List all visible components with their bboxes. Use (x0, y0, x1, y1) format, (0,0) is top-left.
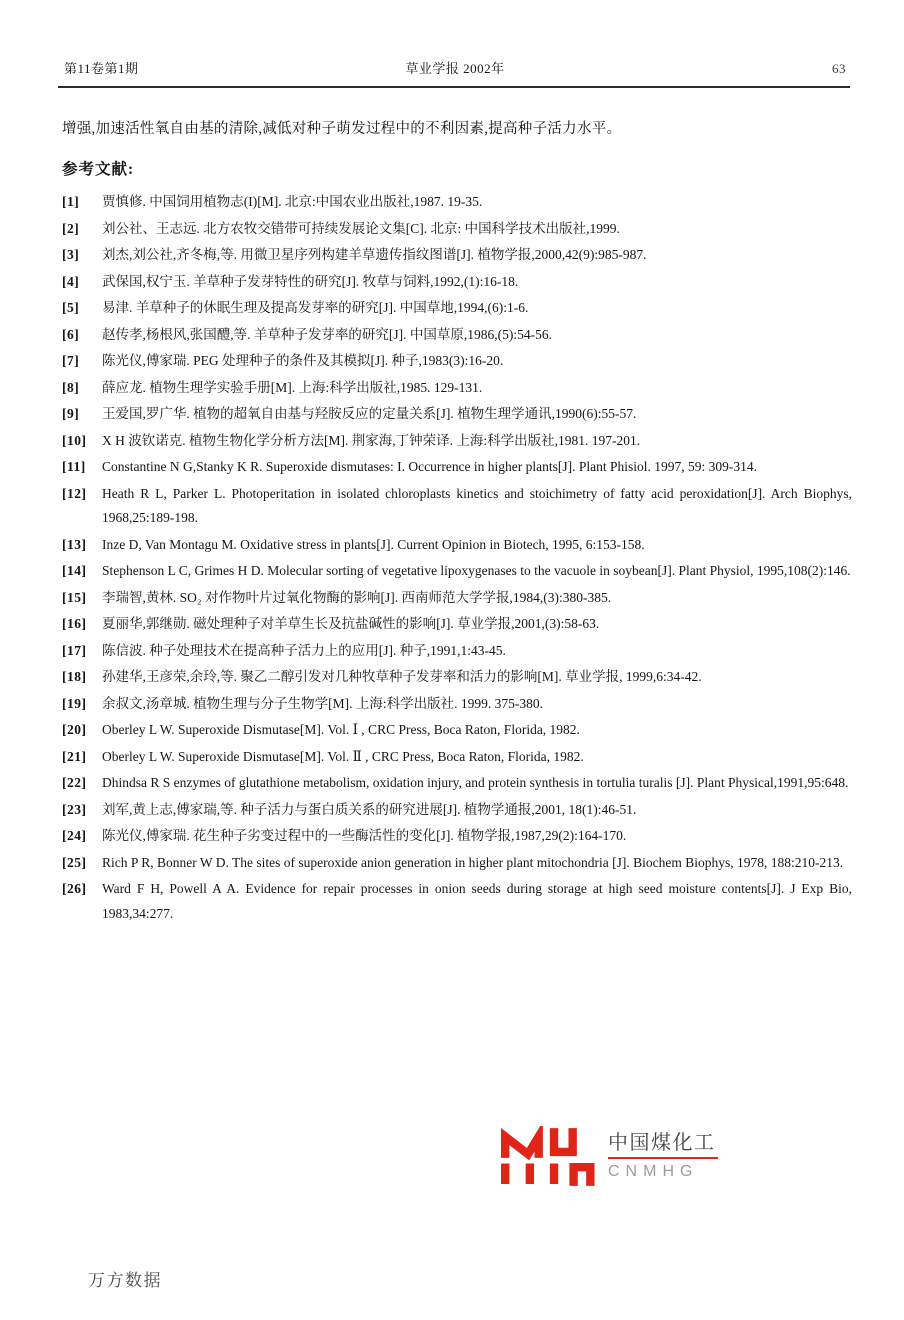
reference-number: [16] (62, 616, 87, 631)
reference-number: [19] (62, 695, 87, 711)
reference-text: 刘军,黄上志,傅家瑞,等. 种子活力与蛋白质关系的研究进展[J]. 植物学通报,2001, 18(1):46-51. (102, 801, 637, 817)
reference-text: Heath R L, Parker L. Photoperitation in isolated chloroplasts kinetics and stoichimetry of fatty acid peroxidation[J]. Arch Biophys, 1968,25:189-198. (102, 485, 852, 525)
reference-text: 刘公社、王志远. 北方农牧交错带可持续发展论文集[C]. 北京: 中国科学技术出版社,1999. (102, 220, 620, 236)
reference-item (62, 771, 852, 796)
reference-text: 赵传孝,杨根风,张国醴,等. 羊草种子发芽率的研究[J]. 中国草原,1986,(5):54-56. (102, 326, 552, 342)
reference-item (62, 243, 852, 268)
coal-chem-abbr: CNMHG (608, 1163, 699, 1180)
reference-item (62, 824, 852, 849)
reference-number: [26] (62, 881, 87, 896)
reference-text: Rich P R, Bonner W D. The sites of superoxide anion generation in higher plant mitochondria [J]. Biochem Biophys, 1978, 188:210-213. (102, 854, 844, 870)
coal-chem-rule (608, 1157, 718, 1159)
reference-item (62, 745, 852, 770)
reference-number: [17] (62, 642, 87, 658)
reference-number: [4] (62, 273, 80, 289)
reference-number: [5] (62, 300, 80, 315)
reference-number: [10] (62, 432, 87, 448)
reference-text: Oberley L W. Superoxide Dismutase[M]. Vol. Ⅱ , CRC Press, Boca Raton, Florida, 1982. (102, 748, 584, 764)
reference-item (62, 798, 852, 823)
reference-text: 刘杰,刘公社,齐冬梅,等. 用微卫星序列构建羊草遗传指纹图谱[J]. 植物学报,2000,42(9):985-987. (102, 247, 647, 262)
reference-number: [3] (62, 247, 80, 262)
reference-item (62, 455, 852, 480)
reference-item (62, 482, 852, 531)
reference-number: [18] (62, 669, 87, 684)
reference-item (62, 586, 852, 611)
reference-item (62, 376, 852, 401)
volume-issue: 第11卷第1期 (64, 61, 139, 76)
reference-number: [6] (62, 326, 80, 342)
coal-chem-logo-text (608, 1126, 720, 1181)
reference-item (62, 692, 852, 717)
reference-number: [9] (62, 406, 80, 421)
references-heading: 参考文献: (62, 161, 135, 178)
reference-text: 贾慎修. 中国饲用植物志(I)[M]. 北京:中国农业出版社,1987. 19-35. (102, 194, 483, 209)
reference-number: [14] (62, 563, 87, 578)
running-head (64, 58, 846, 77)
reference-text: Oberley L W. Superoxide Dismutase[M]. Vol. Ⅰ , CRC Press, Boca Raton, Florida, 1982. (102, 722, 580, 737)
reference-number: [24] (62, 828, 87, 843)
reference-text: Dhindsa R S enzymes of glutathione metabolism, oxidation injury, and protein synthesis in tortulia turalis [J]. Plant Physical,1991,95:648. (102, 775, 849, 790)
reference-text: 陈光仪,傅家瑞. PEG 处理种子的条件及其模拟[J]. 种子,1983(3):16-20. (102, 353, 504, 368)
reference-text: 陈光仪,傅家瑞. 花生种子劣变过程中的一些酶活性的变化[J]. 植物学报,1987,29(2):164-170. (102, 828, 627, 843)
reference-text: 孙建华,王彦荣,余玲,等. 聚乙二醇引发对几种牧草种子发芽率和活力的影响[M]. 草业学报, 1999,6:34-42. (102, 669, 702, 684)
reference-text: Ward F H, Powell A A. Evidence for repair processes in onion seeds during storage at high seed moisture contents[J]. J Exp Bio, 1983,34:277. (102, 881, 852, 921)
wanfang-watermark: 万方数据 (88, 1271, 162, 1290)
reference-text: 薛应龙. 植物生理学实验手册[M]. 上海:科学出版社,1985. 129-131. (102, 379, 483, 395)
reference-number: [2] (62, 220, 80, 236)
reference-item (62, 718, 852, 743)
header-rule (58, 86, 850, 88)
reference-number: [20] (62, 722, 87, 737)
coal-chem-logo-icon (501, 1126, 595, 1188)
reference-item (62, 270, 852, 295)
reference-text: 夏丽华,郭继勋. 磁处理种子对羊草生长及抗盐碱性的影响[J]. 草业学报,2001,(3):58-63. (102, 616, 600, 631)
reference-number: [21] (62, 748, 87, 764)
coal-chem-logo (501, 1126, 720, 1188)
reference-number: [8] (62, 379, 80, 395)
reference-number: [7] (62, 353, 80, 368)
references-list (62, 190, 852, 928)
reference-item (62, 429, 852, 454)
closing-paragraph: 增强,加速活性氧自由基的清除,减低对种子萌发过程中的不利因素,提高种子活力水平。 (62, 120, 622, 137)
reference-item (62, 402, 852, 427)
reference-text: 王爱国,罗广华. 植物的超氧自由基与羟胺反应的定量关系[J]. 植物生理学通讯,1990(6):55-57. (102, 406, 637, 421)
reference-text: Constantine N G,Stanky K R. Superoxide dismutases: I. Occurrence in higher plants[J]. Plant Phisiol. 1997, 59: 309-314. (102, 459, 758, 474)
reference-item (62, 559, 852, 584)
reference-number: [22] (62, 775, 87, 790)
reference-text: 易津. 羊草种子的休眠生理及提高发芽率的研究[J]. 中国草地,1994,(6):1-6. (102, 300, 529, 315)
reference-text: Inze D, Van Montagu M. Oxidative stress in plants[J]. Current Opinion in Biotech, 1995, 6:153-158. (102, 536, 645, 552)
reference-number: [11] (62, 459, 86, 474)
reference-text: 陈信波. 种子处理技术在提高种子活力上的应用[J]. 种子,1991,1:43-45. (102, 642, 506, 658)
reference-item (62, 323, 852, 348)
reference-number: [23] (62, 801, 87, 817)
reference-item (62, 665, 852, 690)
reference-item (62, 851, 852, 876)
reference-text: 李瑞智,黄林. SO₂ 对作物叶片过氧化物酶的影响[J]. 西南师范大学学报,1984,(3):380-385. (102, 589, 612, 605)
reference-item (62, 349, 852, 374)
reference-number: [15] (62, 589, 87, 605)
reference-number: [1] (62, 194, 80, 209)
reference-text: 余叔文,汤章城. 植物生理与分子生物学[M]. 上海:科学出版社. 1999. 375-380. (102, 695, 543, 711)
reference-text: 武保国,权宁玉. 羊草种子发芽特性的研究[J]. 牧草与饲料,1992,(1):16-18. (102, 273, 519, 289)
reference-item (62, 612, 852, 637)
journal-title: 草业学报 2002年 (405, 61, 505, 76)
reference-item (62, 296, 852, 321)
page-number: 63 (832, 61, 846, 76)
reference-number: [25] (62, 854, 87, 870)
reference-item (62, 639, 852, 664)
reference-item (62, 533, 852, 558)
reference-item (62, 190, 852, 215)
reference-item (62, 877, 852, 926)
reference-number: [13] (62, 536, 87, 552)
reference-text: Stephenson L C, Grimes H D. Molecular sorting of vegetative lipoxygenases to the vacuole in soybean[J]. Plant Physiol, 1995,108(2):146. (102, 563, 851, 578)
reference-number: [12] (62, 485, 87, 501)
reference-text: X H 波钦诺克. 植物生物化学分析方法[M]. 荆家海,丁钟荣译. 上海:科学出版社,1981. 197-201. (102, 432, 641, 448)
coal-chem-name: 中国煤化工 (608, 1132, 716, 1154)
reference-item (62, 217, 852, 242)
